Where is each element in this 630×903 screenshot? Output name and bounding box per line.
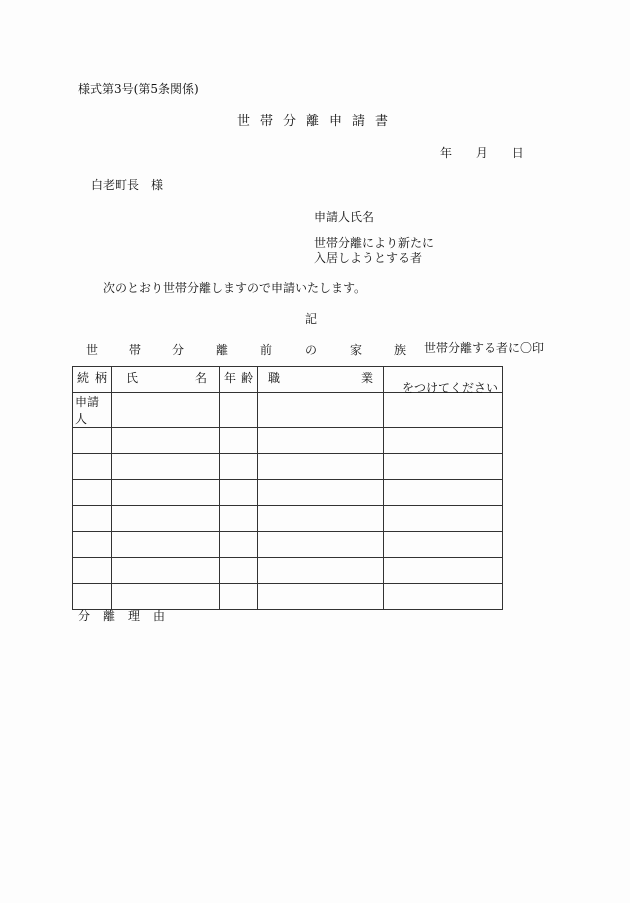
- table-cell[interactable]: [220, 428, 258, 454]
- table-cell[interactable]: [258, 532, 384, 558]
- family-header-char: 世: [86, 343, 99, 357]
- table-row: [73, 393, 503, 428]
- note-line-2: をつけてください: [402, 381, 499, 395]
- date-day: 日: [511, 146, 524, 160]
- family-header-char: 族: [394, 343, 407, 357]
- family-header-char: 分: [172, 343, 185, 357]
- table-cell[interactable]: [112, 428, 220, 454]
- form-number-label: 様式第3号(第5条関係): [78, 82, 199, 96]
- table-cell[interactable]: [112, 532, 220, 558]
- table-cell[interactable]: [384, 532, 503, 558]
- family-header-char: 離: [216, 343, 229, 357]
- family-table: [72, 366, 503, 610]
- table-cell[interactable]: [73, 454, 112, 480]
- table-cell[interactable]: [258, 480, 384, 506]
- table-cell[interactable]: [220, 480, 258, 506]
- family-header-char: の: [305, 343, 318, 357]
- table-cell[interactable]: [258, 558, 384, 584]
- table-cell[interactable]: [73, 506, 112, 532]
- header-occupation: 職 業: [258, 367, 384, 393]
- table-header-row: [73, 367, 503, 393]
- header-age: 年 齢: [220, 367, 258, 393]
- date-year: 年: [440, 146, 453, 160]
- table-cell[interactable]: [384, 584, 503, 610]
- table-row: [73, 506, 503, 532]
- table-cell[interactable]: [73, 558, 112, 584]
- table-cell[interactable]: [220, 393, 258, 428]
- applicant-name-label: 申請人氏名: [314, 210, 375, 224]
- addressee: 白老町長 様: [91, 178, 164, 192]
- header-name: 氏 名: [112, 367, 220, 393]
- table-cell[interactable]: [220, 532, 258, 558]
- family-header-char: 家: [350, 343, 363, 357]
- table-cell[interactable]: [220, 584, 258, 610]
- table-cell[interactable]: [384, 480, 503, 506]
- table-row: [73, 480, 503, 506]
- header-relation: 続 柄: [73, 367, 112, 393]
- selection-note: 世帯分離する者に〇印: [424, 341, 545, 355]
- new-resident-line-2: 入居しようとする者: [314, 251, 423, 265]
- table-cell[interactable]: [112, 558, 220, 584]
- table-row: [73, 428, 503, 454]
- table-cell[interactable]: [258, 584, 384, 610]
- table-cell[interactable]: [258, 454, 384, 480]
- table-row: [73, 584, 503, 610]
- date-month: 月: [475, 146, 488, 160]
- table-cell[interactable]: [73, 532, 112, 558]
- table-row: [73, 558, 503, 584]
- table-cell[interactable]: [384, 393, 503, 428]
- table-cell[interactable]: [73, 480, 112, 506]
- table-cell[interactable]: [384, 428, 503, 454]
- table-row: [73, 532, 503, 558]
- table-cell[interactable]: [384, 558, 503, 584]
- new-resident-label: [314, 236, 434, 266]
- table-cell[interactable]: [384, 454, 503, 480]
- body-text: 次のとおり世帯分離しますので申請いたします。: [103, 281, 367, 295]
- table-cell[interactable]: [112, 506, 220, 532]
- applicant-row-label: 申請人: [75, 395, 100, 426]
- table-cell[interactable]: [220, 454, 258, 480]
- table-cell[interactable]: [258, 393, 384, 428]
- table-cell[interactable]: [112, 480, 220, 506]
- table-cell[interactable]: [73, 584, 112, 610]
- table-cell[interactable]: [112, 454, 220, 480]
- date-line: [440, 146, 524, 160]
- family-header-char: 前: [260, 343, 273, 357]
- table-cell[interactable]: [220, 506, 258, 532]
- table-cell[interactable]: [258, 506, 384, 532]
- applicant-cell: [73, 393, 112, 428]
- new-resident-line-1: 世帯分離により新たに: [314, 236, 435, 250]
- ki-marker: 記: [305, 312, 318, 326]
- table-cell[interactable]: [258, 428, 384, 454]
- table-cell[interactable]: [220, 558, 258, 584]
- table-row: [73, 454, 503, 480]
- separation-reason-label: 分離理由: [78, 609, 179, 623]
- table-cell[interactable]: [384, 506, 503, 532]
- table-cell[interactable]: [112, 584, 220, 610]
- header-mark-column: [384, 367, 503, 393]
- table-cell[interactable]: [112, 393, 220, 428]
- family-header-char: 帯: [129, 343, 142, 357]
- document-title: 世帯分離申請書: [237, 114, 399, 129]
- table-cell[interactable]: [73, 428, 112, 454]
